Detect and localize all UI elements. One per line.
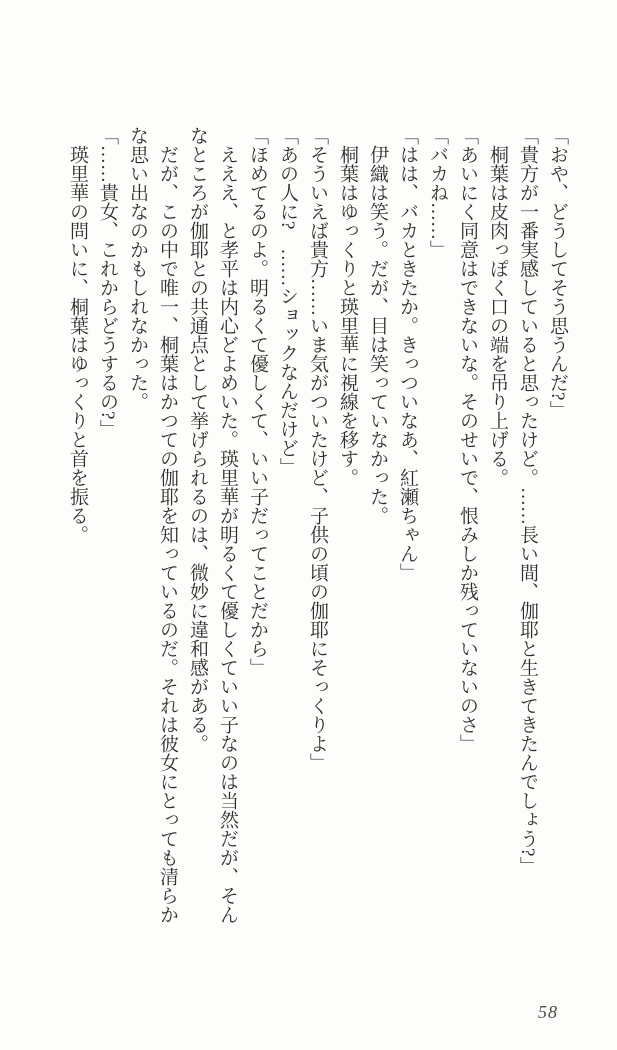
paragraph: 「あの人に? ……ショックなんだけど」 bbox=[277, 126, 298, 477]
paragraph: 伊織は笑う。だが、目は笑っていなかった。 bbox=[367, 145, 388, 525]
paragraph: 「おや、どうしてそう思うんだ?」 bbox=[547, 126, 568, 420]
paragraph: 瑛里華の問いに、桐葉はゆっくりと首を振る。 bbox=[67, 145, 88, 544]
paragraph: 「はは、バカときたか。きっついなあ、紅瀬ちゃん」 bbox=[397, 126, 418, 582]
paragraph: 桐葉は皮肉っぽく口の端を吊り上げる。 bbox=[487, 145, 508, 487]
paragraph: 「ほめてるのよ。明るくて優しくて、いい子だってことだから」 bbox=[247, 126, 268, 677]
paragraph: だが、この中で唯一、桐葉はかつての伽耶を知っているのだ。それは彼女にとっても清らかな思い出なのかもしれなかった。 bbox=[127, 126, 178, 924]
paragraph: 「あいにく同意はできないな。そのせいで、恨みしか残っていないのさ」 bbox=[457, 126, 478, 753]
paragraph: 「貴方が一番実感していると思ったけど。……長い間、伽耶と生きてきたんでしょう?」 bbox=[517, 126, 538, 876]
paragraph: えええ、と孝平は内心どよめいた。瑛里華が明るくて優しくていい子なのは当然だが、そんなところが伽耶との共通点として挙げられるのは、微妙に違和感がある。 bbox=[187, 126, 238, 924]
page-number: 58 bbox=[538, 1002, 558, 1022]
paragraph: 桐葉はゆっくりと瑛里華に視線を移す。 bbox=[337, 145, 358, 487]
paragraph: 「そういえば貴方……いま気がついたけど、子供の頃の伽耶にそっくりよ」 bbox=[307, 126, 328, 772]
paragraph: 「バカね……」 bbox=[427, 126, 448, 259]
text-block bbox=[58, 126, 572, 926]
paragraph: 「……貴女、これからどうするの?」 bbox=[97, 126, 118, 439]
